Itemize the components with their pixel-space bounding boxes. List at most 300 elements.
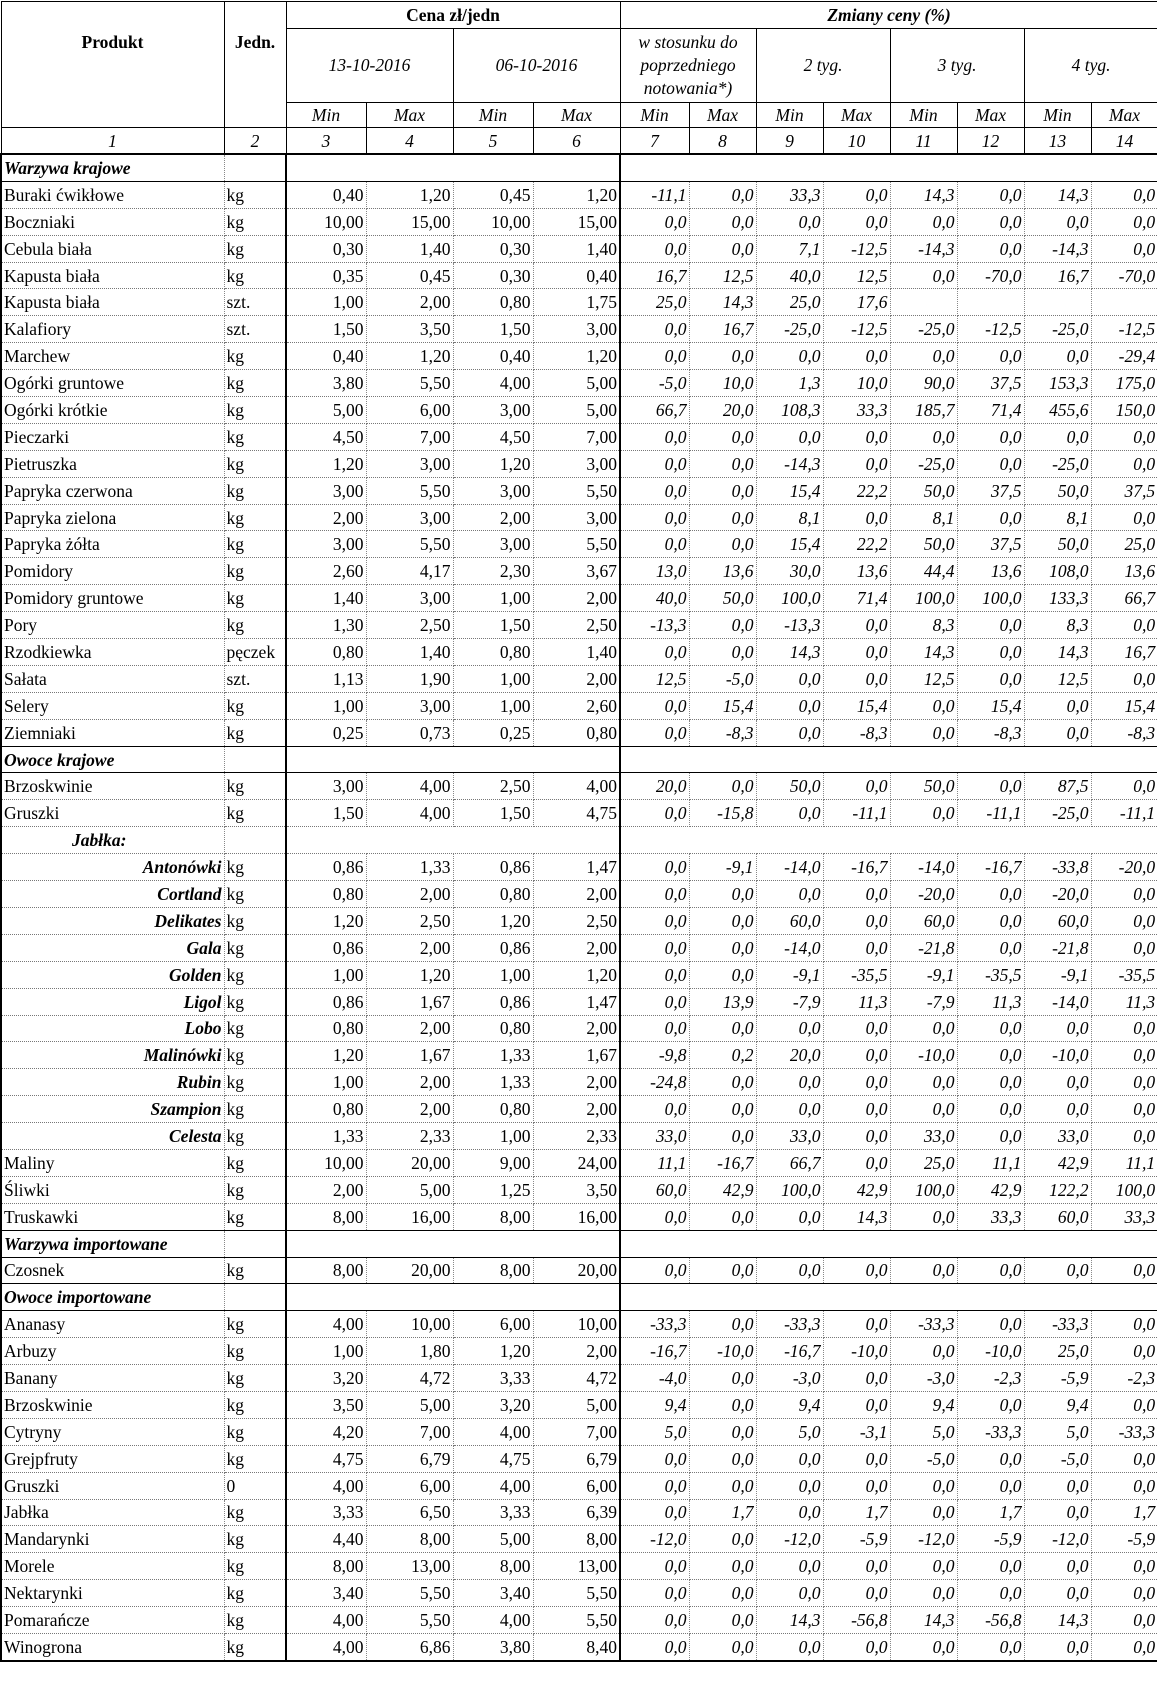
change-cell: 0,0 xyxy=(620,1445,689,1472)
change-cell: 13,6 xyxy=(1091,558,1157,585)
price-cell: 4,00 xyxy=(286,1607,366,1634)
product-unit: kg xyxy=(224,773,286,800)
change-cell: 33,3 xyxy=(957,1203,1024,1230)
change-cell: 0,0 xyxy=(957,504,1024,531)
apple-variety-row xyxy=(1,1042,1157,1069)
change-cell: 25,0 xyxy=(1091,531,1157,558)
price-cell: 5,00 xyxy=(366,1176,453,1203)
change-cell: 0,0 xyxy=(689,1015,756,1042)
product-row xyxy=(1,343,1157,370)
change-cell: 0,0 xyxy=(823,1633,890,1660)
price-cell: 0,30 xyxy=(286,235,366,262)
header-product: Produkt xyxy=(1,2,224,128)
change-cell: 14,3 xyxy=(689,289,756,316)
change-cell: 16,7 xyxy=(620,262,689,289)
product-name: Jabłka xyxy=(1,1499,224,1526)
change-cell: 0,0 xyxy=(957,1123,1024,1150)
apple-variety-row xyxy=(1,1015,1157,1042)
price-cell: 1,20 xyxy=(533,961,620,988)
price-cell: 0,45 xyxy=(453,181,533,208)
change-cell: 0,0 xyxy=(756,1580,823,1607)
change-cell: -10,0 xyxy=(689,1338,756,1365)
price-cell: 1,20 xyxy=(366,343,453,370)
price-cell: 7,00 xyxy=(533,423,620,450)
product-name: Kapusta biała xyxy=(1,262,224,289)
product-name: Gruszki xyxy=(1,800,224,827)
product-unit: kg xyxy=(224,1176,286,1203)
change-cell: 8,1 xyxy=(1024,504,1091,531)
price-cell: 3,33 xyxy=(286,1499,366,1526)
change-cell: 16,7 xyxy=(1091,639,1157,666)
change-cell: -35,5 xyxy=(1091,961,1157,988)
change-cell: 0,0 xyxy=(1024,1015,1091,1042)
header-4-weeks: 4 tyg. xyxy=(1024,29,1157,103)
price-cell: 1,20 xyxy=(453,450,533,477)
price-cell: 1,00 xyxy=(453,692,533,719)
product-unit: kg xyxy=(224,934,286,961)
change-cell: 0,0 xyxy=(689,907,756,934)
product-unit: szt. xyxy=(224,289,286,316)
price-cell: 8,40 xyxy=(533,1633,620,1660)
change-cell: 0,0 xyxy=(823,1580,890,1607)
change-cell: 13,6 xyxy=(689,558,756,585)
change-cell: 0,0 xyxy=(689,450,756,477)
change-cell: 0,0 xyxy=(823,423,890,450)
change-cell: 44,4 xyxy=(890,558,957,585)
change-cell: 0,0 xyxy=(1091,665,1157,692)
price-cell: 0,80 xyxy=(286,1096,366,1123)
price-cell: 3,80 xyxy=(453,1633,533,1660)
change-cell: 0,0 xyxy=(756,343,823,370)
change-cell: 0,0 xyxy=(823,773,890,800)
change-cell: 0,0 xyxy=(756,1633,823,1660)
change-cell: 0,0 xyxy=(756,1069,823,1096)
product-row xyxy=(1,773,1157,800)
change-cell: 0,0 xyxy=(689,343,756,370)
price-cell: 7,00 xyxy=(366,423,453,450)
change-cell: 0,0 xyxy=(890,423,957,450)
change-cell: 0,0 xyxy=(823,1472,890,1499)
change-cell: 0,0 xyxy=(756,1096,823,1123)
change-cell: -16,7 xyxy=(620,1338,689,1365)
price-cell: 0,80 xyxy=(286,881,366,908)
change-cell: -8,3 xyxy=(823,719,890,746)
apple-variety-row xyxy=(1,988,1157,1015)
change-cell: 0,0 xyxy=(620,1607,689,1634)
product-unit: szt. xyxy=(224,665,286,692)
change-cell: 11,1 xyxy=(957,1149,1024,1176)
change-cell: 0,0 xyxy=(620,316,689,343)
product-unit: kg xyxy=(224,1257,286,1284)
product-row xyxy=(1,370,1157,397)
price-cell: 4,75 xyxy=(453,1445,533,1472)
price-cell: 3,00 xyxy=(533,450,620,477)
product-unit: pęczek xyxy=(224,639,286,666)
product-name: Ogórki gruntowe xyxy=(1,370,224,397)
change-cell: 0,0 xyxy=(890,1633,957,1660)
change-cell: 0,0 xyxy=(1091,181,1157,208)
change-cell: 0,0 xyxy=(1024,208,1091,235)
price-cell: 1,13 xyxy=(286,665,366,692)
change-cell: -11,1 xyxy=(823,800,890,827)
change-cell: 9,4 xyxy=(890,1391,957,1418)
product-name: Pomidory gruntowe xyxy=(1,585,224,612)
product-unit: kg xyxy=(224,235,286,262)
change-cell: 0,0 xyxy=(957,1391,1024,1418)
price-cell: 3,80 xyxy=(286,370,366,397)
header-max: Max xyxy=(957,103,1024,128)
price-cell: 16,00 xyxy=(366,1203,453,1230)
product-unit: kg xyxy=(224,397,286,424)
change-cell: 12,5 xyxy=(823,262,890,289)
change-cell: 14,3 xyxy=(756,1607,823,1634)
price-cell: 2,00 xyxy=(533,665,620,692)
header-price-group: Cena zł/jedn xyxy=(286,2,620,29)
change-cell: 33,3 xyxy=(1091,1203,1157,1230)
price-cell: 0,86 xyxy=(286,988,366,1015)
price-cell: 4,00 xyxy=(286,1311,366,1338)
change-cell: 0,0 xyxy=(890,208,957,235)
price-cell: 5,00 xyxy=(366,1391,453,1418)
change-cell: 13,0 xyxy=(620,558,689,585)
change-cell: 0,0 xyxy=(1024,1553,1091,1580)
change-cell: 0,0 xyxy=(620,1633,689,1660)
change-cell: 0,0 xyxy=(689,181,756,208)
change-cell: -20,0 xyxy=(890,881,957,908)
price-cell: 5,50 xyxy=(366,531,453,558)
product-row xyxy=(1,558,1157,585)
change-cell: 11,1 xyxy=(620,1149,689,1176)
price-cell: 1,20 xyxy=(366,961,453,988)
change-cell: -10,0 xyxy=(890,1042,957,1069)
product-row xyxy=(1,639,1157,666)
price-cell: 6,86 xyxy=(366,1633,453,1660)
section-title: Owoce krajowe xyxy=(1,746,224,773)
product-unit: kg xyxy=(224,208,286,235)
change-cell: 11,3 xyxy=(1091,988,1157,1015)
product-unit: kg xyxy=(224,907,286,934)
change-cell: 0,0 xyxy=(756,1445,823,1472)
product-name: Antonówki xyxy=(1,854,224,881)
price-cell: 5,00 xyxy=(453,1526,533,1553)
product-row xyxy=(1,1553,1157,1580)
price-table xyxy=(0,1,1157,1662)
change-cell: 0,0 xyxy=(1091,1311,1157,1338)
product-name: Ogórki krótkie xyxy=(1,397,224,424)
product-row xyxy=(1,531,1157,558)
price-cell: 1,00 xyxy=(286,289,366,316)
change-cell: 0,0 xyxy=(1091,773,1157,800)
change-cell: -12,5 xyxy=(1091,316,1157,343)
change-cell: 0,0 xyxy=(756,1203,823,1230)
change-cell: 0,0 xyxy=(620,1472,689,1499)
change-cell: 0,0 xyxy=(689,1257,756,1284)
change-cell: 14,3 xyxy=(756,639,823,666)
product-name: Malinówki xyxy=(1,1042,224,1069)
change-cell: 66,7 xyxy=(620,397,689,424)
change-cell: 9,4 xyxy=(1024,1391,1091,1418)
price-cell: 2,00 xyxy=(533,881,620,908)
price-cell: 2,00 xyxy=(533,1069,620,1096)
change-cell: 0,0 xyxy=(823,1391,890,1418)
change-cell: -12,0 xyxy=(756,1526,823,1553)
product-name: Rzodkiewka xyxy=(1,639,224,666)
product-row xyxy=(1,1311,1157,1338)
price-cell: 1,50 xyxy=(286,316,366,343)
change-cell: -70,0 xyxy=(957,262,1024,289)
change-cell: 0,0 xyxy=(957,639,1024,666)
change-cell: 11,3 xyxy=(957,988,1024,1015)
change-cell: 7,1 xyxy=(756,235,823,262)
change-cell: 0,0 xyxy=(689,477,756,504)
change-cell: -12,0 xyxy=(1024,1526,1091,1553)
price-cell: 3,33 xyxy=(453,1365,533,1392)
price-cell: 10,00 xyxy=(533,1311,620,1338)
change-cell: 0,0 xyxy=(1091,612,1157,639)
change-cell: -12,0 xyxy=(890,1526,957,1553)
change-cell: -5,0 xyxy=(689,665,756,692)
change-cell: 108,3 xyxy=(756,397,823,424)
product-name: Brzoskwinie xyxy=(1,773,224,800)
change-cell: 37,5 xyxy=(957,531,1024,558)
change-cell: 0,0 xyxy=(1091,1338,1157,1365)
price-cell: 4,75 xyxy=(286,1445,366,1472)
change-cell: 60,0 xyxy=(756,907,823,934)
change-cell: 0,0 xyxy=(620,1203,689,1230)
change-cell: 0,0 xyxy=(957,881,1024,908)
product-unit: kg xyxy=(224,988,286,1015)
change-cell: -11,1 xyxy=(620,181,689,208)
product-unit: kg xyxy=(224,612,286,639)
column-number: 9 xyxy=(756,128,823,155)
change-cell: -9,1 xyxy=(890,961,957,988)
price-cell: 0,80 xyxy=(453,639,533,666)
change-cell: 100,0 xyxy=(957,585,1024,612)
change-cell: 0,0 xyxy=(1024,1633,1091,1660)
change-cell: 122,2 xyxy=(1024,1176,1091,1203)
price-cell: 3,00 xyxy=(453,477,533,504)
change-cell: 0,0 xyxy=(1091,1472,1157,1499)
change-cell: -14,0 xyxy=(890,854,957,881)
change-cell: -25,0 xyxy=(1024,450,1091,477)
change-cell: 0,0 xyxy=(756,208,823,235)
product-name: Papryka zielona xyxy=(1,504,224,531)
price-cell: 3,00 xyxy=(366,504,453,531)
product-unit: kg xyxy=(224,1580,286,1607)
product-unit: kg xyxy=(224,692,286,719)
change-cell: 0,0 xyxy=(957,1069,1024,1096)
change-cell: 0,0 xyxy=(1091,881,1157,908)
price-cell: 8,00 xyxy=(286,1257,366,1284)
product-row xyxy=(1,208,1157,235)
price-cell: 2,00 xyxy=(366,1069,453,1096)
change-cell: -2,3 xyxy=(957,1365,1024,1392)
price-cell: 8,00 xyxy=(286,1203,366,1230)
change-cell: 15,4 xyxy=(756,531,823,558)
header-min: Min xyxy=(453,103,533,128)
product-row xyxy=(1,1149,1157,1176)
price-cell: 0,86 xyxy=(286,934,366,961)
header-min: Min xyxy=(890,103,957,128)
price-cell: 4,72 xyxy=(533,1365,620,1392)
product-name: Śliwki xyxy=(1,1176,224,1203)
header-max: Max xyxy=(689,103,756,128)
price-cell: 0,80 xyxy=(533,719,620,746)
product-row xyxy=(1,719,1157,746)
change-cell: -12,0 xyxy=(620,1526,689,1553)
product-name: Pomidory xyxy=(1,558,224,585)
price-cell: 8,00 xyxy=(453,1257,533,1284)
price-cell: 6,00 xyxy=(366,397,453,424)
change-cell xyxy=(1091,289,1157,316)
change-cell: 0,0 xyxy=(890,1069,957,1096)
change-cell: 0,0 xyxy=(689,934,756,961)
product-unit: kg xyxy=(224,800,286,827)
change-cell: 0,0 xyxy=(689,1526,756,1553)
change-cell: 25,0 xyxy=(756,289,823,316)
price-cell: 0,40 xyxy=(286,343,366,370)
price-cell: 4,20 xyxy=(286,1418,366,1445)
price-cell: 4,50 xyxy=(453,423,533,450)
change-cell: 0,0 xyxy=(756,719,823,746)
change-cell: 0,0 xyxy=(689,1203,756,1230)
change-cell: 42,9 xyxy=(957,1176,1024,1203)
change-cell: 0,0 xyxy=(823,1257,890,1284)
change-cell: 0,0 xyxy=(756,1472,823,1499)
change-cell: 0,0 xyxy=(957,773,1024,800)
change-cell: 0,0 xyxy=(620,881,689,908)
section-row xyxy=(1,746,1157,773)
price-cell: 2,00 xyxy=(366,289,453,316)
change-cell: 0,0 xyxy=(890,800,957,827)
change-cell: 0,0 xyxy=(890,1472,957,1499)
price-cell: 8,00 xyxy=(453,1203,533,1230)
change-cell: 12,5 xyxy=(689,262,756,289)
product-name: Cytryny xyxy=(1,1418,224,1445)
change-cell: -16,7 xyxy=(689,1149,756,1176)
change-cell: -2,3 xyxy=(1091,1365,1157,1392)
product-row xyxy=(1,450,1157,477)
product-row xyxy=(1,1580,1157,1607)
change-cell: 0,0 xyxy=(620,531,689,558)
change-cell: 60,0 xyxy=(890,907,957,934)
price-cell: 0,86 xyxy=(453,854,533,881)
product-unit: kg xyxy=(224,1445,286,1472)
product-unit: kg xyxy=(224,719,286,746)
price-cell: 1,20 xyxy=(366,181,453,208)
price-cell: 0,80 xyxy=(453,289,533,316)
change-cell: -5,0 xyxy=(1024,1445,1091,1472)
change-cell: 100,0 xyxy=(890,1176,957,1203)
price-cell: 20,00 xyxy=(533,1257,620,1284)
product-row xyxy=(1,235,1157,262)
product-unit: kg xyxy=(224,1553,286,1580)
change-cell: 0,0 xyxy=(957,1553,1024,1580)
product-unit: kg xyxy=(224,1149,286,1176)
change-cell: -56,8 xyxy=(957,1607,1024,1634)
change-cell: 5,0 xyxy=(1024,1418,1091,1445)
change-cell: -25,0 xyxy=(890,316,957,343)
change-cell: 0,0 xyxy=(756,423,823,450)
change-cell: 0,0 xyxy=(957,1311,1024,1338)
column-number: 4 xyxy=(366,128,453,155)
change-cell: 100,0 xyxy=(1091,1176,1157,1203)
change-cell: 0,0 xyxy=(823,1311,890,1338)
price-cell: 1,20 xyxy=(286,907,366,934)
change-cell: 0,0 xyxy=(1024,1472,1091,1499)
change-cell: 0,0 xyxy=(957,907,1024,934)
price-cell: 3,40 xyxy=(286,1580,366,1607)
product-unit: szt. xyxy=(224,316,286,343)
empty-cell xyxy=(224,154,286,181)
empty-cell xyxy=(286,746,620,773)
price-cell: 1,00 xyxy=(286,1069,366,1096)
change-cell: 0,0 xyxy=(620,800,689,827)
price-cell: 13,00 xyxy=(366,1553,453,1580)
change-cell: 0,0 xyxy=(823,1365,890,1392)
change-cell: -13,3 xyxy=(620,612,689,639)
price-cell: 6,79 xyxy=(533,1445,620,1472)
price-cell: 3,00 xyxy=(366,585,453,612)
change-cell: 0,0 xyxy=(823,639,890,666)
price-cell: 3,00 xyxy=(533,504,620,531)
change-cell: 12,5 xyxy=(890,665,957,692)
product-unit: kg xyxy=(224,1069,286,1096)
product-unit: kg xyxy=(224,504,286,531)
product-name: Sałata xyxy=(1,665,224,692)
change-cell: 87,5 xyxy=(1024,773,1091,800)
product-name: Celesta xyxy=(1,1123,224,1150)
change-cell: 8,3 xyxy=(1024,612,1091,639)
change-cell: -8,3 xyxy=(689,719,756,746)
change-cell: 8,1 xyxy=(890,504,957,531)
change-cell: 0,0 xyxy=(620,692,689,719)
change-cell: 0,0 xyxy=(957,1580,1024,1607)
change-cell: -9,1 xyxy=(1024,961,1091,988)
change-cell: 0,0 xyxy=(756,800,823,827)
price-cell: 4,00 xyxy=(453,1418,533,1445)
change-cell: 15,4 xyxy=(756,477,823,504)
price-cell: 2,33 xyxy=(533,1123,620,1150)
change-cell: -33,3 xyxy=(1024,1311,1091,1338)
product-unit: kg xyxy=(224,262,286,289)
change-cell: 42,9 xyxy=(689,1176,756,1203)
price-cell: 2,60 xyxy=(533,692,620,719)
change-cell: 33,0 xyxy=(1024,1123,1091,1150)
change-cell: 16,7 xyxy=(689,316,756,343)
change-cell: 0,0 xyxy=(1024,1499,1091,1526)
price-cell: 2,33 xyxy=(366,1123,453,1150)
price-cell: 3,50 xyxy=(366,316,453,343)
change-cell: 0,0 xyxy=(620,477,689,504)
empty-cell xyxy=(286,154,620,181)
change-cell: 8,3 xyxy=(890,612,957,639)
price-cell: 4,75 xyxy=(533,800,620,827)
change-cell: 0,0 xyxy=(689,235,756,262)
change-cell: 0,0 xyxy=(957,612,1024,639)
change-cell: 0,0 xyxy=(689,1069,756,1096)
product-row xyxy=(1,1472,1157,1499)
change-cell: 8,1 xyxy=(756,504,823,531)
change-cell: 0,0 xyxy=(689,1445,756,1472)
change-cell: -3,1 xyxy=(823,1418,890,1445)
change-cell: -33,3 xyxy=(1091,1418,1157,1445)
change-cell: 0,0 xyxy=(620,1580,689,1607)
change-cell: 11,3 xyxy=(823,988,890,1015)
change-cell: 42,9 xyxy=(823,1176,890,1203)
change-cell: 0,0 xyxy=(620,504,689,531)
change-cell: 20,0 xyxy=(756,1042,823,1069)
